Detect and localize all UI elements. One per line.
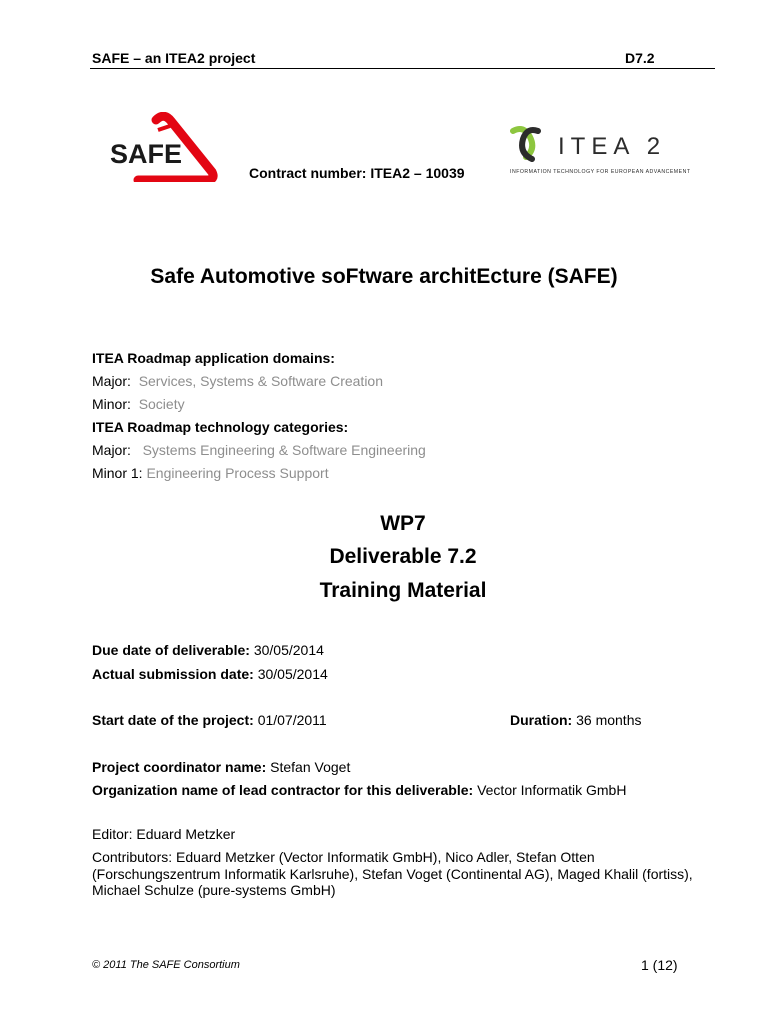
tech-major-label: Major: <box>92 442 131 458</box>
actual-date-label: Actual submission date: <box>92 666 254 682</box>
deliverable-name: Training Material <box>319 579 487 602</box>
safe-logo <box>108 112 218 182</box>
footer-copyright: © 2011 The SAFE Consortium <box>92 959 240 971</box>
coordinator-value: Stefan Voget <box>270 759 351 775</box>
itea2-logo <box>510 123 700 178</box>
work-package: WP7 <box>380 512 426 535</box>
roadmap-tech-minor <box>92 465 329 481</box>
itea2-logo-subtitle: INFORMATION TECHNOLOGY FOR EUROPEAN ADVANCEMENT <box>510 169 691 175</box>
major-label: Major: <box>92 373 131 389</box>
project-coordinator <box>92 759 350 775</box>
due-date-value: 30/05/2014 <box>253 642 324 658</box>
major-value: Services, Systems & Software Creation <box>138 373 383 389</box>
contract-number: Contract number: ITEA2 – 10039 <box>249 165 465 181</box>
roadmap-domains-heading: ITEA Roadmap application domains: <box>92 350 335 366</box>
coordinator-label: Project coordinator name: <box>92 759 267 775</box>
actual-submission-date <box>92 666 328 682</box>
header-doc-id: D7.2 <box>625 50 655 66</box>
tech-minor-label: Minor 1: <box>92 465 143 481</box>
duration-value: 36 months <box>576 712 642 728</box>
itea2-logo-text: ITEA 2 <box>558 133 667 160</box>
start-date-value: 01/07/2011 <box>257 712 327 728</box>
roadmap-tech-heading: ITEA Roadmap technology categories: <box>92 419 349 435</box>
lead-contractor <box>92 782 626 798</box>
page-number: 1 (12) <box>641 957 678 973</box>
editor: Editor: Eduard Metzker <box>92 826 236 842</box>
project-duration <box>510 712 641 728</box>
document-title: Safe Automotive soFtware architEcture (SAFE) <box>150 265 618 288</box>
org-value: Vector Informatik GmbH <box>477 782 627 798</box>
due-date <box>92 642 324 658</box>
minor-label: Minor: <box>92 396 131 412</box>
due-date-label: Due date of deliverable: <box>92 642 250 658</box>
project-start-date <box>92 712 327 728</box>
duration-label: Duration: <box>510 712 573 728</box>
tech-major-value: Systems Engineering & Software Engineering <box>142 442 426 458</box>
roadmap-tech-major <box>92 442 426 458</box>
safe-logo-text: SAFE <box>110 139 183 169</box>
header-rule <box>90 68 715 69</box>
minor-value: Society <box>138 396 185 412</box>
contributors: Contributors: Eduard Metzker (Vector Informatik GmbH), Nico Adler, Stefan Otten (Forschungszentrum Informatik Karlsruhe), Stefan Voget (Continental AG), Maged Khalil (fortiss), Michael Schulze (pure-systems GmbH) <box>92 849 693 898</box>
org-label: Organization name of lead contractor for this deliverable: <box>92 782 474 798</box>
actual-date-value: 30/05/2014 <box>257 666 328 682</box>
tech-minor-value: Engineering Process Support <box>146 465 329 481</box>
roadmap-domain-major <box>92 373 383 389</box>
header-project: SAFE – an ITEA2 project <box>92 50 256 66</box>
deliverable-number: Deliverable 7.2 <box>329 545 477 568</box>
roadmap-domain-minor <box>92 396 185 412</box>
start-date-label: Start date of the project: <box>92 712 254 728</box>
